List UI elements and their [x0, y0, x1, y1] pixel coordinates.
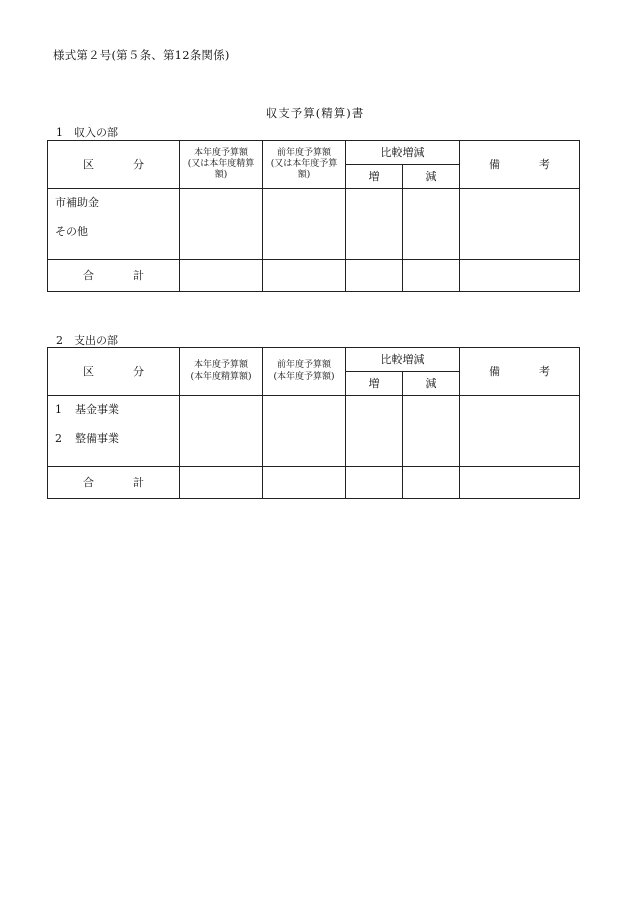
- income-total-decrease-cell[interactable]: [403, 260, 460, 292]
- income-header-decrease: 減: [403, 165, 460, 189]
- expense-item-number: 2: [55, 432, 62, 445]
- expense-decrease-cell[interactable]: [403, 396, 460, 467]
- expense-total-previous-cell[interactable]: [263, 467, 346, 499]
- income-increase-cell[interactable]: [346, 189, 403, 260]
- expense-increase-cell[interactable]: [346, 396, 403, 467]
- expense-item-label: 基金事業: [75, 403, 119, 416]
- expense-header-increase: 増: [346, 372, 403, 396]
- income-table: [47, 140, 580, 292]
- expense-header-remarks: 備 考: [460, 348, 580, 396]
- income-total-increase-cell[interactable]: [346, 260, 403, 292]
- income-total-remarks-cell[interactable]: [460, 260, 580, 292]
- income-previous-amount-cell[interactable]: [263, 189, 346, 260]
- expense-table: [47, 347, 580, 499]
- expense-item-fund-project: [55, 402, 179, 431]
- expense-current-amount-cell[interactable]: [180, 396, 263, 467]
- income-item-other: その他: [55, 225, 88, 238]
- income-header-comparison: 比較増減: [346, 141, 460, 165]
- expense-header-current-budget: 本年度予算額 (本年度精算額): [180, 348, 263, 396]
- income-decrease-cell[interactable]: [403, 189, 460, 260]
- income-header-remarks: 備 考: [460, 141, 580, 189]
- expense-item-number: 1: [55, 403, 62, 416]
- income-header-current-budget: 本年度予算額 (又は本年度精算 額): [180, 141, 263, 189]
- expense-total-increase-cell[interactable]: [346, 467, 403, 499]
- document-title: 収支予算(精算)書: [265, 106, 365, 120]
- income-item-subsidy: 市補助金: [55, 196, 99, 209]
- income-current-amount-cell[interactable]: [180, 189, 263, 260]
- income-total-label: 合 計: [48, 260, 180, 292]
- expense-item-maintenance-project: [55, 431, 179, 460]
- expense-total-remarks-cell[interactable]: [460, 467, 580, 499]
- expense-items-cell: [48, 396, 180, 467]
- expense-total-label: 合 計: [48, 467, 180, 499]
- income-header-category: 区 分: [48, 141, 180, 189]
- income-section-heading: 1 収入の部: [56, 126, 118, 139]
- income-header-previous-budget: 前年度予算額 (又は本年度予算 額): [263, 141, 346, 189]
- expense-total-current-cell[interactable]: [180, 467, 263, 499]
- expense-header-category: 区 分: [48, 348, 180, 396]
- expense-section-heading: 2 支出の部: [56, 334, 118, 347]
- income-total-current-cell[interactable]: [180, 260, 263, 292]
- expense-header-comparison: 比較増減: [346, 348, 460, 372]
- expense-previous-amount-cell[interactable]: [263, 396, 346, 467]
- form-number: 様式第２号(第５条、第12条関係): [53, 48, 230, 62]
- expense-header-previous-budget: 前年度予算額 (本年度予算額): [263, 348, 346, 396]
- expense-item-label: 整備事業: [75, 432, 119, 445]
- income-items-cell: [48, 189, 180, 260]
- income-remarks-cell[interactable]: [460, 189, 580, 260]
- expense-remarks-cell[interactable]: [460, 396, 580, 467]
- expense-header-decrease: 減: [403, 372, 460, 396]
- expense-total-decrease-cell[interactable]: [403, 467, 460, 499]
- income-header-increase: 増: [346, 165, 403, 189]
- income-total-previous-cell[interactable]: [263, 260, 346, 292]
